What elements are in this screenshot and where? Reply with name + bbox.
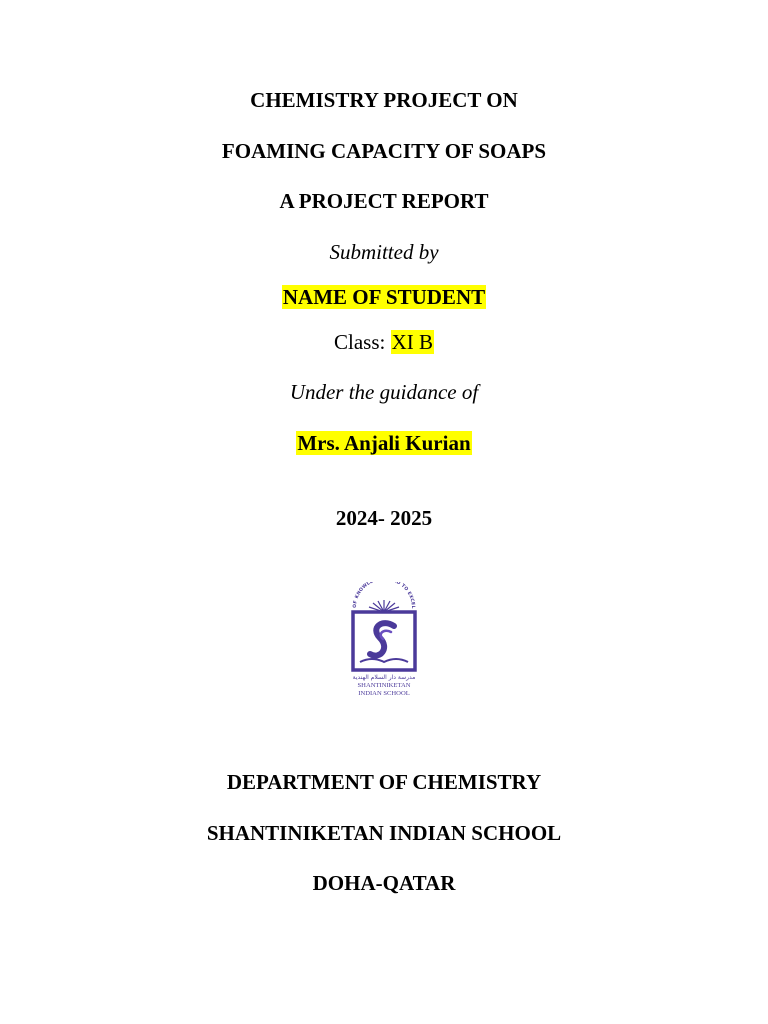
project-title-line-1: CHEMISTRY PROJECT ON <box>250 88 518 112</box>
student-name-line <box>0 285 768 309</box>
school-name: SHANTINIKETAN INDIAN SCHOOL <box>206 821 562 845</box>
academic-year: 2024- 2025 <box>335 506 433 530</box>
guide-name-line <box>0 431 768 455</box>
report-type: A PROJECT REPORT <box>279 189 489 213</box>
guidance-label: Under the guidance of <box>289 380 479 404</box>
logo-arc-text: OF KNOWLE D TO EXCEL <box>352 582 416 609</box>
project-title-line-2: FOAMING CAPACITY OF SOAPS <box>221 139 547 163</box>
logo-arabic-text: مدرسة دار السلام الهندية <box>352 674 416 681</box>
logo-name-line-1: SHANTINIKETAN <box>357 682 411 689</box>
school-logo <box>344 582 424 698</box>
submitted-by-label: Submitted by <box>329 240 439 264</box>
logo-name-line-2: INDIAN SCHOOL <box>358 690 410 697</box>
guide-name: Mrs. Anjali Kurian <box>297 431 471 455</box>
class-label: Class: <box>333 330 386 354</box>
school-location: DOHA-QATAR <box>312 871 456 895</box>
class-line <box>0 330 768 354</box>
department-name: DEPARTMENT OF CHEMISTRY <box>226 770 542 794</box>
student-name: NAME OF STUDENT <box>282 285 486 309</box>
class-value: XI B <box>391 330 433 354</box>
